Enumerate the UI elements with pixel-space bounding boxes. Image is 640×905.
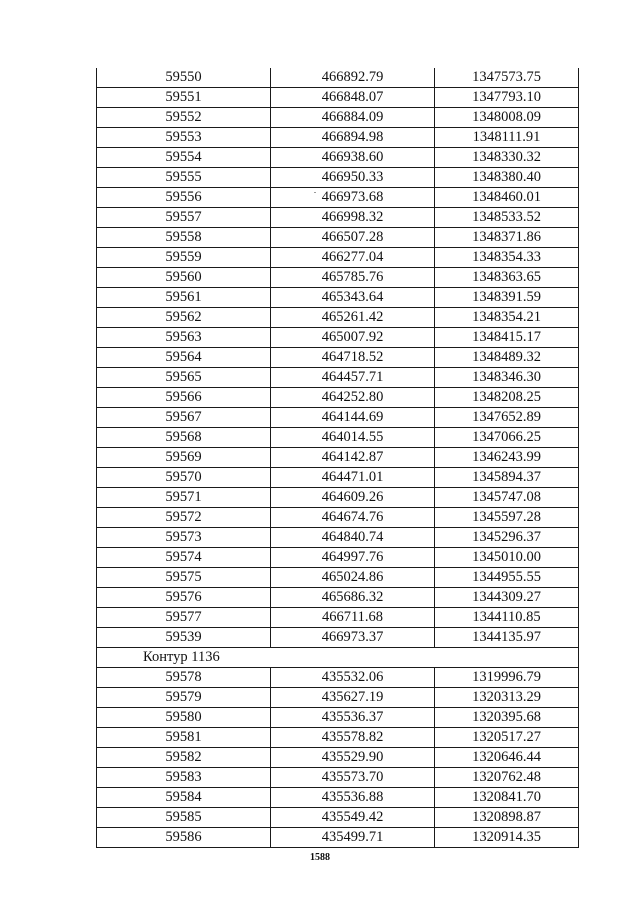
x-coordinate-cell: 466973.37: [271, 628, 435, 648]
y-coordinate-cell: 1320517.27: [435, 728, 579, 748]
table-row: [97, 368, 579, 388]
point-id-cell: 59554: [97, 148, 271, 168]
x-coordinate-cell: 464674.76: [271, 508, 435, 528]
table-row: [97, 228, 579, 248]
table-row: [97, 508, 579, 528]
x-coordinate-cell: 464840.74: [271, 528, 435, 548]
point-id-cell: 59586: [97, 828, 271, 848]
point-id-cell: 59577: [97, 608, 271, 628]
x-coordinate-cell: 466998.32: [271, 208, 435, 228]
x-coordinate-cell: 465024.86: [271, 568, 435, 588]
y-coordinate-cell: 1348330.32: [435, 148, 579, 168]
y-coordinate-cell: 1347066.25: [435, 428, 579, 448]
y-coordinate-cell: 1320914.35: [435, 828, 579, 848]
x-coordinate-cell: 466884.09: [271, 108, 435, 128]
y-coordinate-cell: 1347793.10: [435, 88, 579, 108]
table-row: [97, 768, 579, 788]
point-id-cell: 59569: [97, 448, 271, 468]
point-id-cell: 59539: [97, 628, 271, 648]
point-id-cell: 59568: [97, 428, 271, 448]
point-id-cell: 59564: [97, 348, 271, 368]
y-coordinate-cell: 1347652.89: [435, 408, 579, 428]
point-id-cell: 59561: [97, 288, 271, 308]
table-row: [97, 588, 579, 608]
y-coordinate-cell: 1348111.91: [435, 128, 579, 148]
table-row: [97, 68, 579, 88]
y-coordinate-cell: 1348363.65: [435, 268, 579, 288]
table-row: [97, 188, 579, 208]
point-id-cell: 59560: [97, 268, 271, 288]
y-coordinate-cell: 1320898.87: [435, 808, 579, 828]
x-coordinate-cell: 435536.88: [271, 788, 435, 808]
x-coordinate-cell: 465343.64: [271, 288, 435, 308]
y-coordinate-cell: 1348415.17: [435, 328, 579, 348]
x-coordinate-cell: 435532.06: [271, 668, 435, 688]
point-id-cell: 59576: [97, 588, 271, 608]
y-coordinate-cell: 1348489.32: [435, 348, 579, 368]
coordinates-table-body: [97, 68, 579, 848]
x-coordinate-cell: 464014.55: [271, 428, 435, 448]
table-row: [97, 208, 579, 228]
table-row: [97, 828, 579, 848]
coordinates-table: [96, 68, 579, 848]
point-id-cell: 59566: [97, 388, 271, 408]
y-coordinate-cell: 1348533.52: [435, 208, 579, 228]
x-coordinate-cell: 466277.04: [271, 248, 435, 268]
table-row: [97, 388, 579, 408]
x-coordinate-cell: 464457.71: [271, 368, 435, 388]
point-id-cell: 59575: [97, 568, 271, 588]
point-id-cell: 59553: [97, 128, 271, 148]
y-coordinate-cell: 1344309.27: [435, 588, 579, 608]
point-id-cell: 59580: [97, 708, 271, 728]
contour-label: Контур 1136: [97, 648, 271, 668]
x-coordinate-cell: 464609.26: [271, 488, 435, 508]
table-row: [97, 428, 579, 448]
point-id-cell: 59574: [97, 548, 271, 568]
table-row: [97, 288, 579, 308]
table-row: [97, 628, 579, 648]
point-id-cell: 59581: [97, 728, 271, 748]
y-coordinate-cell: 1345010.00: [435, 548, 579, 568]
y-coordinate-cell: 1344110.85: [435, 608, 579, 628]
point-id-cell: 59572: [97, 508, 271, 528]
point-id-cell: 59558: [97, 228, 271, 248]
table-row: [97, 308, 579, 328]
x-coordinate-cell: 464142.87: [271, 448, 435, 468]
y-coordinate-cell: 1348391.59: [435, 288, 579, 308]
x-coordinate-cell: 465261.42: [271, 308, 435, 328]
y-coordinate-cell: 1344135.97: [435, 628, 579, 648]
x-coordinate-cell: 465686.32: [271, 588, 435, 608]
table-row: [97, 808, 579, 828]
x-coordinate-cell: 435529.90: [271, 748, 435, 768]
table-row: [97, 548, 579, 568]
y-coordinate-cell: 1348354.21: [435, 308, 579, 328]
point-id-cell: 59559: [97, 248, 271, 268]
point-id-cell: 59582: [97, 748, 271, 768]
table-row: [97, 328, 579, 348]
y-coordinate-cell: 1320395.68: [435, 708, 579, 728]
x-coordinate-cell: 466848.07: [271, 88, 435, 108]
table-row: [97, 168, 579, 188]
point-id-cell: 59570: [97, 468, 271, 488]
x-coordinate-cell: 435549.42: [271, 808, 435, 828]
y-coordinate-cell: 1344955.55: [435, 568, 579, 588]
x-coordinate-cell: 466892.79: [271, 68, 435, 88]
table-row: [97, 108, 579, 128]
y-coordinate-cell: 1345747.08: [435, 488, 579, 508]
table-row: [97, 688, 579, 708]
x-coordinate-cell: 466894.98: [271, 128, 435, 148]
x-coordinate-cell: 464144.69: [271, 408, 435, 428]
y-coordinate-cell: 1345296.37: [435, 528, 579, 548]
point-id-cell: 59563: [97, 328, 271, 348]
point-id-cell: 59565: [97, 368, 271, 388]
y-coordinate-cell: 1348208.25: [435, 388, 579, 408]
table-row: [97, 668, 579, 688]
x-coordinate-cell: 466973.68: [271, 188, 435, 208]
point-id-cell: 59584: [97, 788, 271, 808]
section-row: [97, 648, 579, 668]
y-coordinate-cell: 1346243.99: [435, 448, 579, 468]
y-coordinate-cell: 1345597.28: [435, 508, 579, 528]
y-coordinate-cell: 1348380.40: [435, 168, 579, 188]
x-coordinate-cell: 464252.80: [271, 388, 435, 408]
table-row: [97, 268, 579, 288]
x-coordinate-cell: 466950.33: [271, 168, 435, 188]
point-id-cell: 59552: [97, 108, 271, 128]
table-row: [97, 708, 579, 728]
y-coordinate-cell: 1348460.01: [435, 188, 579, 208]
page-number: 1588: [310, 852, 330, 863]
table-row: [97, 88, 579, 108]
y-coordinate-cell: 1320646.44: [435, 748, 579, 768]
point-id-cell: 59562: [97, 308, 271, 328]
y-coordinate-cell: 1319996.79: [435, 668, 579, 688]
x-coordinate-cell: 435627.19: [271, 688, 435, 708]
x-coordinate-cell: 465007.92: [271, 328, 435, 348]
section-row-blank: [271, 648, 579, 668]
y-coordinate-cell: 1320762.48: [435, 768, 579, 788]
point-id-cell: 59556: [97, 188, 271, 208]
point-id-cell: 59578: [97, 668, 271, 688]
y-coordinate-cell: 1347573.75: [435, 68, 579, 88]
point-id-cell: 59567: [97, 408, 271, 428]
x-coordinate-cell: 466507.28: [271, 228, 435, 248]
x-coordinate-cell: 466938.60: [271, 148, 435, 168]
table-row: [97, 408, 579, 428]
y-coordinate-cell: 1348354.33: [435, 248, 579, 268]
point-id-cell: 59555: [97, 168, 271, 188]
x-coordinate-cell: 435578.82: [271, 728, 435, 748]
table-row: [97, 528, 579, 548]
y-coordinate-cell: 1345894.37: [435, 468, 579, 488]
point-id-cell: 59571: [97, 488, 271, 508]
x-coordinate-cell: 435536.37: [271, 708, 435, 728]
table-row: [97, 468, 579, 488]
x-coordinate-cell: 435573.70: [271, 768, 435, 788]
x-coordinate-cell: 465785.76: [271, 268, 435, 288]
point-id-cell: 59585: [97, 808, 271, 828]
y-coordinate-cell: 1348371.86: [435, 228, 579, 248]
y-coordinate-cell: 1348008.09: [435, 108, 579, 128]
table-row: [97, 248, 579, 268]
x-coordinate-cell: 464471.01: [271, 468, 435, 488]
point-id-cell: 59551: [97, 88, 271, 108]
x-coordinate-cell: 435499.71: [271, 828, 435, 848]
table-row: [97, 748, 579, 768]
y-coordinate-cell: 1320841.70: [435, 788, 579, 808]
y-coordinate-cell: 1320313.29: [435, 688, 579, 708]
x-coordinate-cell: 464718.52: [271, 348, 435, 368]
point-id-cell: 59550: [97, 68, 271, 88]
y-coordinate-cell: 1348346.30: [435, 368, 579, 388]
table-row: [97, 568, 579, 588]
scan-speck: [314, 192, 316, 193]
point-id-cell: 59557: [97, 208, 271, 228]
table-row: [97, 608, 579, 628]
x-coordinate-cell: 464997.76: [271, 548, 435, 568]
table-row: [97, 488, 579, 508]
table-row: [97, 128, 579, 148]
table-row: [97, 788, 579, 808]
x-coordinate-cell: 466711.68: [271, 608, 435, 628]
point-id-cell: 59573: [97, 528, 271, 548]
point-id-cell: 59579: [97, 688, 271, 708]
table-row: [97, 448, 579, 468]
point-id-cell: 59583: [97, 768, 271, 788]
table-row: [97, 728, 579, 748]
table-row: [97, 348, 579, 368]
table-row: [97, 148, 579, 168]
